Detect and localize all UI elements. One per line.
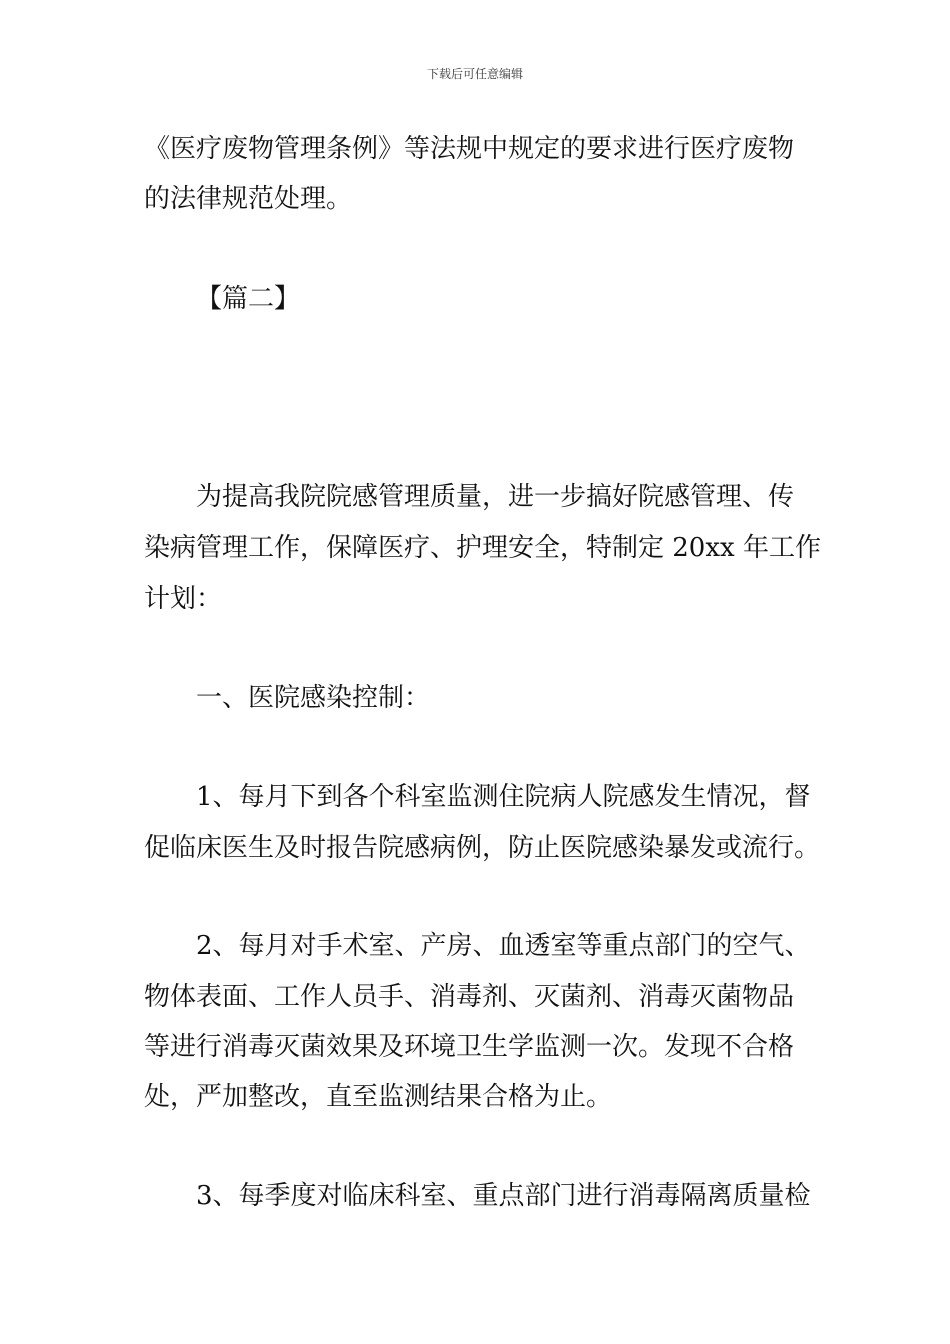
text-line: 促临床医生及时报告院感病例，防止医院感染暴发或流行。: [144, 833, 821, 863]
subsection-heading: 一、医院感染控制：: [196, 683, 431, 713]
page-header: 下载后可任意编辑: [426, 67, 523, 81]
text-line: 物体表面、工作人员手、消毒剂、灭菌剂、消毒灭菌物品: [144, 982, 795, 1012]
text-line: 染病管理工作，保障医疗、护理安全，特制定 20xx 年工作: [144, 533, 821, 563]
text-line: 3、每季度对临床科室、重点部门进行消毒隔离质量检: [196, 1181, 811, 1211]
text-line: 2、每月对手术室、产房、血透室等重点部门的空气、: [196, 931, 811, 961]
text-line: 等进行消毒灭菌效果及环境卫生学监测一次。发现不合格: [144, 1032, 795, 1062]
text-line: 处，严加整改，直至监测结果合格为止。: [144, 1082, 613, 1112]
text-line: 的法律规范处理。: [144, 184, 353, 214]
text-line: 1、每月下到各个科室监测住院病人院感发生情况，督: [196, 782, 811, 812]
text-line: 《医疗废物管理条例》等法规中规定的要求进行医疗废物: [144, 134, 795, 164]
section-heading: 【篇二】: [196, 284, 301, 314]
text-line: 为提高我院院感管理质量，进一步搞好院感管理、传: [196, 482, 795, 512]
text-line: 计划：: [144, 584, 223, 614]
